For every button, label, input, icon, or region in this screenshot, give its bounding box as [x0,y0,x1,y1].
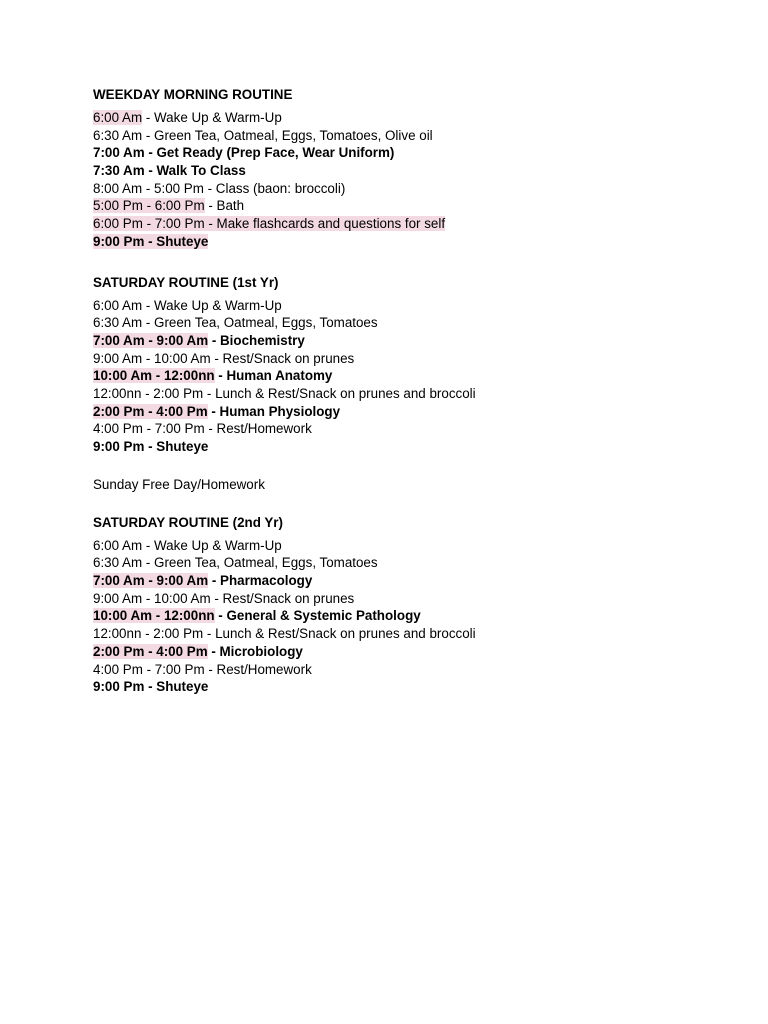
list-item: 2:00 Pm - 4:00 Pm - Microbiology [93,643,303,659]
list-item: 7:00 Am - 9:00 Am - Biochemistry [93,332,305,348]
list-item: 9:00 Am - 10:00 Am - Rest/Snack on prunes [93,350,355,366]
list-item: 6:00 Pm - 7:00 Pm - Make flashcards and questions for self [93,216,446,232]
weekday-routine-heading: WEEKDAY MORNING ROUTINE [93,87,293,102]
list-item: 6:30 Am - Green Tea, Oatmeal, Eggs, Tomatoes [93,555,378,571]
list-item: 9:00 Pm - Shuteye [93,439,209,454]
list-item: 9:00 Pm - Shuteye [93,233,209,249]
list-item: 4:00 Pm - 7:00 Pm - Rest/Homework [93,661,312,677]
list-item: 8:00 Am - 5:00 Pm - Class (baon: broccoli) [93,180,346,196]
list-item: 7:00 Am - Get Ready (Prep Face, Wear Uniform) [93,145,395,161]
list-item: 12:00nn - 2:00 Pm - Lunch & Rest/Snack on prunes and broccoli [93,385,476,401]
sunday-note: Sunday Free Day/Homework [93,476,265,492]
list-item: 5:00 Pm - 6:00 Pm - Bath [93,198,245,214]
list-item: 9:00 Am - 10:00 Am - Rest/Snack on prunes [93,590,355,606]
list-item: 9:00 Pm - Shuteye [93,679,209,695]
list-item: 6:00 Am - Wake Up & Warm-Up [93,110,282,125]
list-item: 12:00nn - 2:00 Pm - Lunch & Rest/Snack on prunes and broccoli [93,626,476,642]
saturday-2nd-yr-heading: SATURDAY ROUTINE (2nd Yr) [93,514,283,530]
list-item: 6:30 Am - Green Tea, Oatmeal, Eggs, Tomatoes, Olive oil [93,127,433,143]
list-item: 6:30 Am - Green Tea, Oatmeal, Eggs, Tomatoes [93,315,378,331]
list-item: 4:00 Pm - 7:00 Pm - Rest/Homework [93,421,312,437]
saturday-1st-yr-heading: SATURDAY ROUTINE (1st Yr) [93,274,279,290]
list-item: 6:00 Am - Wake Up & Warm-Up [93,297,282,313]
list-item: 7:00 Am - 9:00 Am - Pharmacology [93,573,313,589]
list-item: 6:00 Am - Wake Up & Warm-Up [93,537,282,553]
list-item: 10:00 Am - 12:00nn - General & Systemic Pathology [93,608,421,624]
list-item: 2:00 Pm - 4:00 Pm - Human Physiology [93,403,341,419]
list-item: 7:30 Am - Walk To Class [93,163,246,179]
document-page [93,86,753,696]
list-item: 10:00 Am - 12:00nn - Human Anatomy [93,368,333,384]
